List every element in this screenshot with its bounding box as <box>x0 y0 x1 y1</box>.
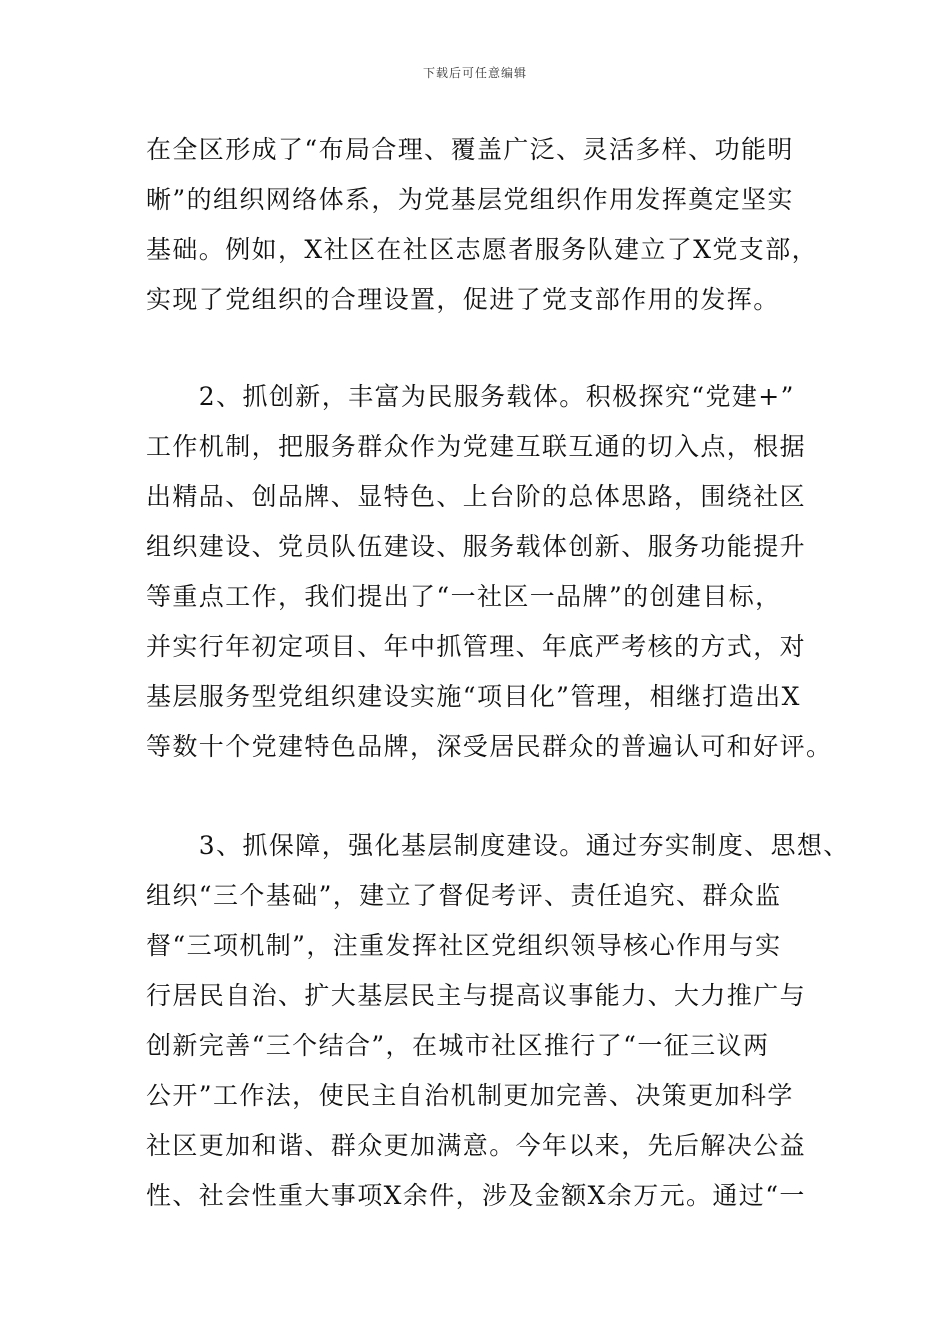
text-line: 督“三项机制”，注重发挥社区党组织领导核心作用与实 <box>146 931 782 960</box>
paragraph-3 <box>146 821 850 1221</box>
page-header: 下载后可任意编辑 <box>422 66 527 80</box>
text-line: 创新完善“三个结合”，在城市社区推行了“一征三议两 <box>146 1031 770 1060</box>
text-line: 3、抓保障，强化基层制度建设。通过夯实制度、思想、 <box>146 831 850 860</box>
text-line: 在全区形成了“布局合理、覆盖广泛、灵活多样、功能明 <box>146 135 794 164</box>
text-line: 出精品、创品牌、显特色、上台阶的总体思路，围绕社区 <box>146 482 807 511</box>
text-line: 行居民自治、扩大基层民主与提高议事能力、大力推广与 <box>146 981 807 1010</box>
text-line: 性、社会性重大事项X余件，涉及金额X余万元。通过“一 <box>146 1181 806 1210</box>
text-line: 社区更加和谐、群众更加满意。今年以来，先后解决公益 <box>146 1131 807 1160</box>
text-line: 等数十个党建特色品牌，深受居民群众的普遍认可和好评。 <box>146 732 833 761</box>
text-line: 基层服务型党组织建设实施“项目化”管理，相继打造出X <box>146 682 801 711</box>
text-line: 组织“三个基础”，建立了督促考评、责任追究、群众监 <box>146 881 782 910</box>
text-line: 组织建设、党员队伍建设、服务载体创新、服务功能提升 <box>146 532 807 561</box>
text-line: 并实行年初定项目、年中抓管理、年底严考核的方式，对 <box>146 632 807 661</box>
text-line: 实现了党组织的合理设置，促进了党支部作用的发挥。 <box>146 285 780 314</box>
text-line: 工作机制，把服务群众作为党建互联互通的切入点，根据 <box>146 432 807 461</box>
text-line: 基础。例如，X社区在社区志愿者服务队建立了X党支部， <box>146 235 818 264</box>
text-line: 等重点工作，我们提出了“一社区一品牌”的创建目标， <box>146 582 782 611</box>
paragraph-1 <box>146 125 818 325</box>
paragraph-2 <box>146 372 832 772</box>
text-line: 公开”工作法，使民主自治机制更加完善、决策更加科学 <box>146 1081 794 1110</box>
text-line: 晰”的组织网络体系，为党基层党组织作用发挥奠定坚实 <box>146 185 794 214</box>
text-line: 2、抓创新，丰富为民服务载体。积极探究“党建+” <box>146 382 795 411</box>
